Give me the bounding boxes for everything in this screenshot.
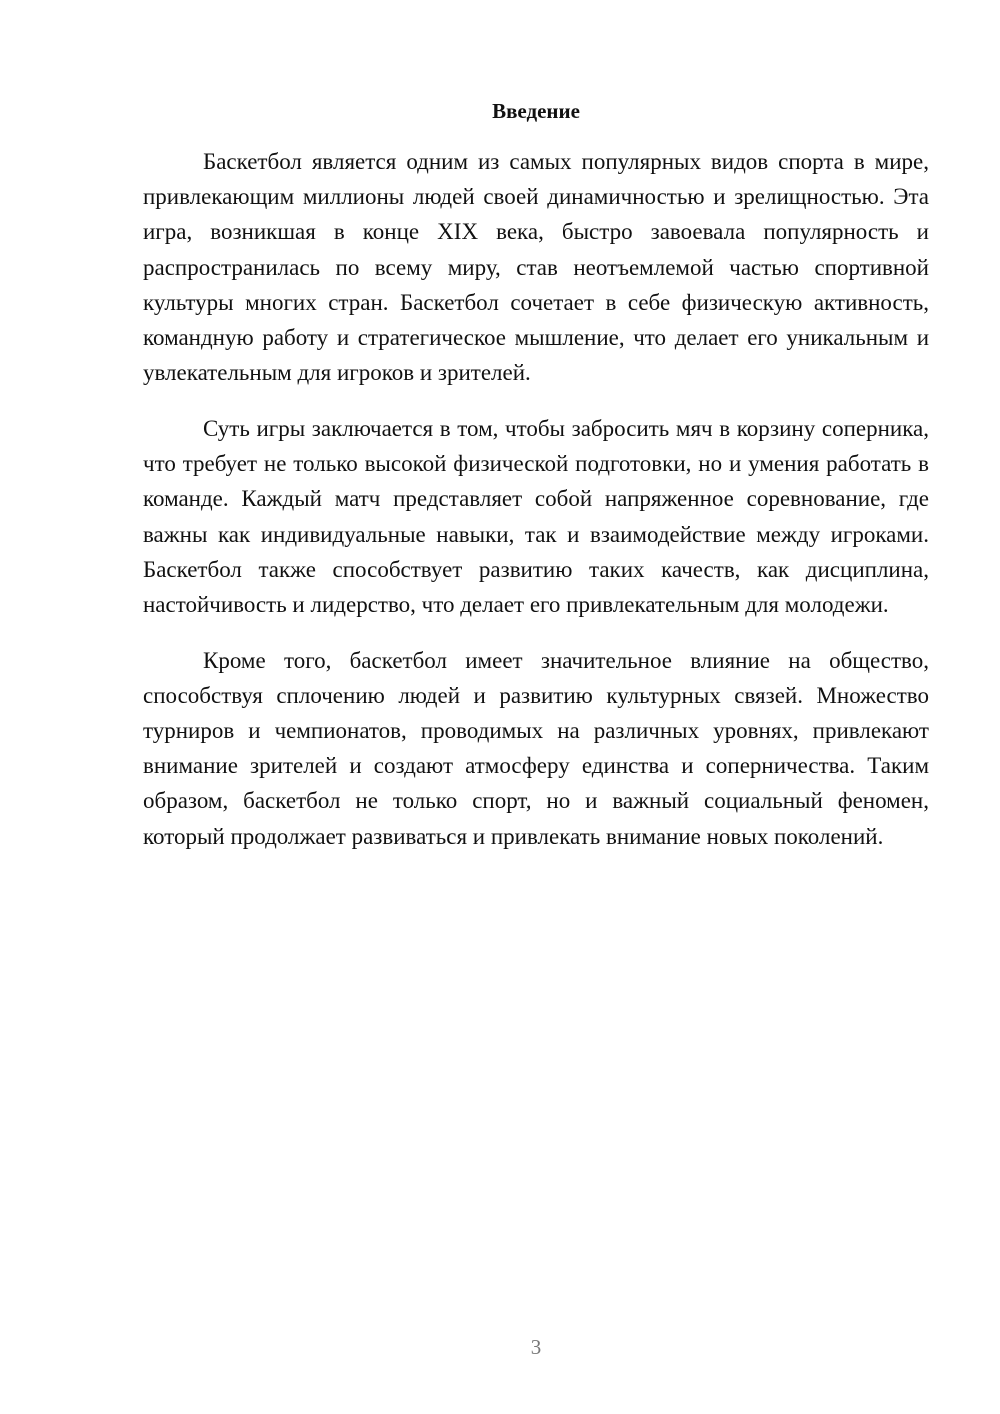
body-text [143,144,929,874]
page-number: 3 [530,1335,542,1359]
paragraph-1: Баскетбол является одним из самых популярных видов спорта в мире, привлекающим миллионы людей своей динамичностью и зрелищностью. Эта игра, возникшая в конце XIX века, быстро завоевала популярность и распространилась по всему миру, став неотъемлемой частью спортивной культуры многих стран. Баскетбол сочетает в себе физическую активность, командную работу и стратегическое мышление, что делает его уникальным и увлекательным для игроков и зрителей. [143,149,929,386]
paragraph-2: Суть игры заключается в том, чтобы забросить мяч в корзину соперника, что требует не только высокой физической подготовки, но и умения работать в команде. Каждый матч представляет собой напряженное соревнование, где важны как индивидуальные навыки, так и взаимодействие между игроками. Баскетбол также способствует развитию таких качеств, как дисциплина, настойчивость и лидерство, что делает его привлекательным для молодежи. [143,415,929,617]
paragraph-3: Кроме того, баскетбол имеет значительное влияние на общество, способствуя сплочению людей и развитию культурных связей. Множество турниров и чемпионатов, проводимых на различных уровнях, привлекают внимание зрителей и создают атмосферу единства и соперничества. Таким образом, баскетбол не только спорт, но и важный социальный феномен, который продолжает развиваться и привлекать внимание новых поколений. [143,647,929,849]
page-title: Введение [492,99,580,123]
